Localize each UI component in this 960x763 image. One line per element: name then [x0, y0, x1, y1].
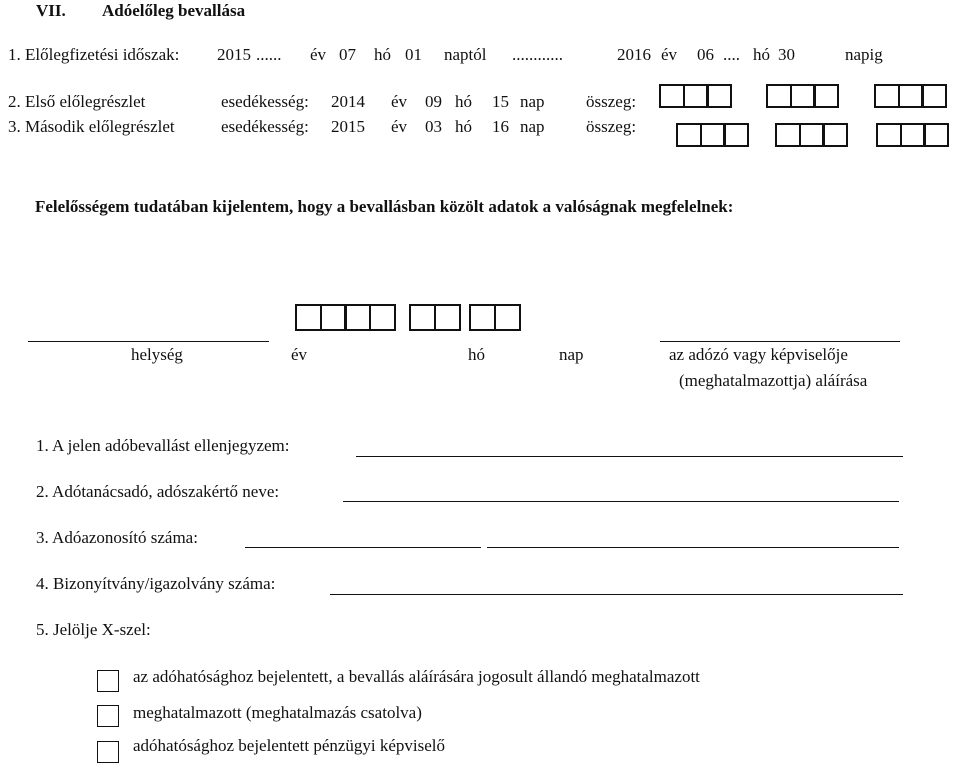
declaration-text: Felelősségem tudatában kijelentem, hogy a bevallásban közölt adatok a valóságnak megfelelnek:	[35, 197, 734, 216]
period-label: 1. Előlegfizetési időszak:	[8, 45, 180, 64]
installment-1-ho: hó	[455, 92, 472, 111]
signer-label-line2: (meghatalmazottja) aláírása	[679, 371, 868, 390]
option-2-label: meghatalmazott (meghatalmazás csatolva)	[133, 703, 422, 722]
period-from-ho: hó	[374, 45, 391, 64]
installment-2-amount-boxes-b[interactable]	[775, 123, 848, 147]
installment-1-amount-label: összeg:	[586, 92, 637, 111]
period-from-day: 01	[405, 45, 422, 64]
option-3-label: adóhatósághoz bejelentett pénzügyi képviselő	[133, 736, 446, 755]
installment-2-year: 2015	[331, 117, 365, 136]
signer-label-line1: az adózó vagy képviselője	[669, 345, 848, 364]
installment-1-amount-boxes-a[interactable]	[659, 84, 732, 108]
countersign-line-3a[interactable]	[245, 547, 481, 548]
installment-2-label: 3. Második előlegrészlet	[8, 117, 175, 136]
sign-day-boxes[interactable]	[469, 304, 521, 331]
installment-1-day: 15	[492, 92, 509, 111]
period-from-ev: év	[310, 45, 327, 64]
sign-month-boxes[interactable]	[409, 304, 461, 331]
place-line[interactable]	[28, 341, 269, 342]
countersign-line-3b[interactable]	[487, 547, 899, 548]
period-from-year: 2015	[217, 45, 251, 64]
installment-1-year: 2014	[331, 92, 365, 111]
period-from-suffix: naptól	[444, 45, 487, 64]
installment-1-month: 09	[425, 92, 442, 111]
installment-1-nap: nap	[520, 92, 545, 111]
countersign-line-2[interactable]	[343, 501, 899, 502]
period-to-month: 06	[697, 45, 714, 64]
section-title: Adóelőleg bevallása	[102, 1, 246, 20]
countersign-line-4[interactable]	[330, 594, 903, 595]
period-from-month: 07	[339, 45, 356, 64]
period-to-day: 30	[778, 45, 795, 64]
installment-2-month: 03	[425, 117, 442, 136]
period-to-suffix: napig	[845, 45, 883, 64]
countersign-item-3: 3. Adóazonosító száma:	[36, 528, 198, 547]
installment-2-nap: nap	[520, 117, 545, 136]
period-to-ev: év	[661, 45, 678, 64]
installment-1-ev: év	[391, 92, 408, 111]
period-dots-1: ......	[256, 45, 282, 64]
option-2-checkbox[interactable]	[97, 705, 119, 727]
countersign-item-5: 5. Jelölje X-szel:	[36, 620, 151, 639]
installment-1-label: 2. Első előlegrészlet	[8, 92, 146, 111]
period-dots-2: ............	[512, 45, 563, 64]
period-dots-3: ....	[723, 45, 740, 64]
installment-2-amount-boxes-c[interactable]	[876, 123, 949, 147]
installment-1-due-label: esedékesség:	[221, 92, 309, 111]
period-to-year: 2016	[617, 45, 651, 64]
countersign-item-4: 4. Bizonyítvány/igazolvány száma:	[36, 574, 276, 593]
label-helyseg: helység	[131, 345, 183, 364]
sign-year-boxes[interactable]	[295, 304, 396, 331]
option-1-label: az adóhatósághoz bejelentett, a bevallás aláírására jogosult állandó meghatalmazott	[133, 667, 700, 686]
installment-1-amount-boxes-c[interactable]	[874, 84, 947, 108]
label-nap: nap	[559, 345, 584, 364]
option-3-checkbox[interactable]	[97, 741, 119, 763]
installment-2-amount-label: összeg:	[586, 117, 637, 136]
period-to-ho: hó	[753, 45, 770, 64]
installment-2-ev: év	[391, 117, 408, 136]
installment-2-due-label: esedékesség:	[221, 117, 309, 136]
label-ev: év	[291, 345, 308, 364]
installment-2-amount-boxes-a[interactable]	[676, 123, 749, 147]
section-number: VII.	[36, 1, 66, 20]
option-1-checkbox[interactable]	[97, 670, 119, 692]
installment-2-ho: hó	[455, 117, 472, 136]
countersign-item-2: 2. Adótanácsadó, adószakértő neve:	[36, 482, 280, 501]
countersign-item-1: 1. A jelen adóbevallást ellenjegyzem:	[36, 436, 290, 455]
countersign-line-1[interactable]	[356, 456, 903, 457]
installment-2-day: 16	[492, 117, 509, 136]
label-ho: hó	[468, 345, 485, 364]
installment-1-amount-boxes-b[interactable]	[766, 84, 839, 108]
signature-line[interactable]	[660, 341, 900, 342]
